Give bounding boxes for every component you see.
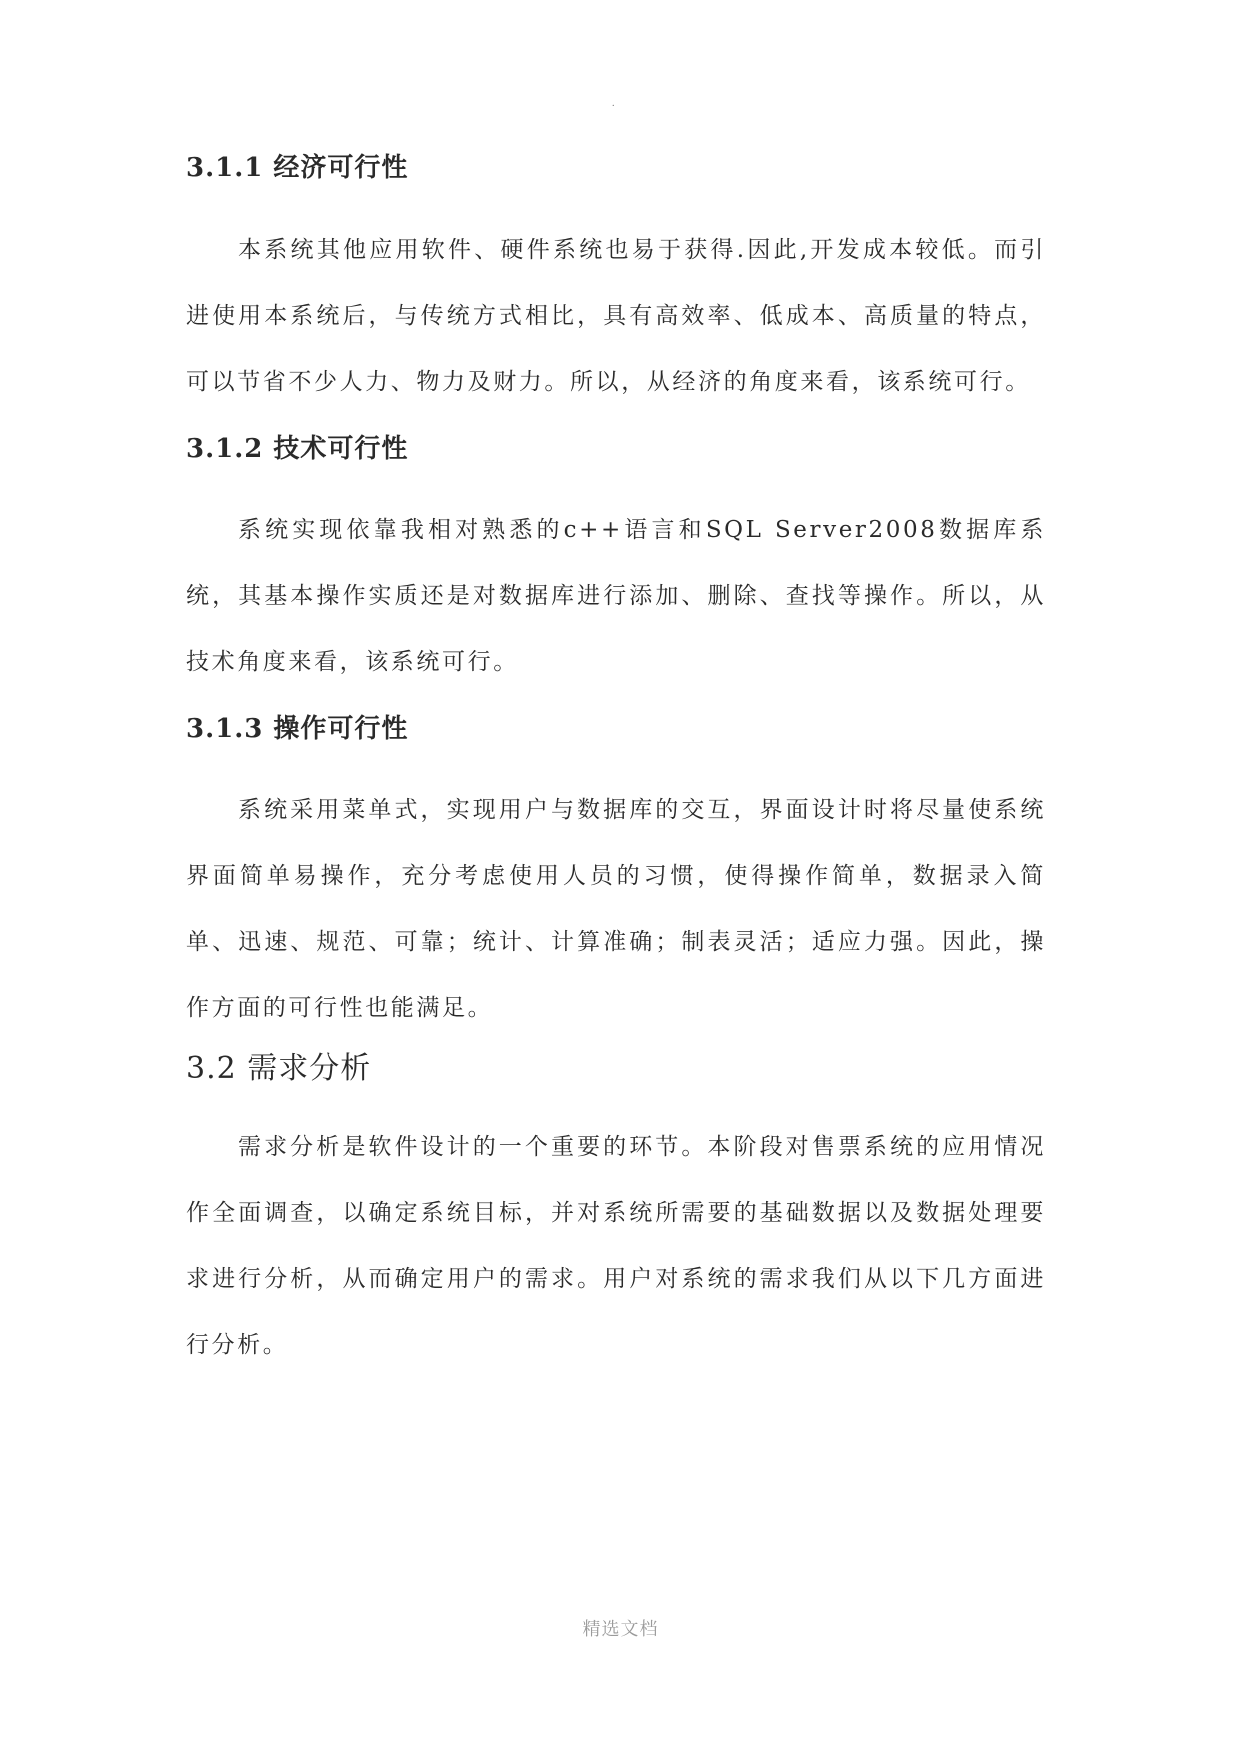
section-paragraph-requirements: 需求分析是软件设计的一个重要的环节。本阶段对售票系统的应用情况作全面调查，以确定系统目标，并对系统所需要的基础数据以及数据处理要求进行分析，从而确定用户的需求。用户对系统的需求我们从以下几方面进行分析。: [186, 1134, 1046, 1358]
header-dot: .: [612, 98, 615, 109]
section-heading-operational: 3.1.3 操作可行性: [186, 714, 409, 744]
section-paragraph-operational: 系统采用菜单式，实现用户与数据库的交互，界面设计时将尽量使系统界面简单易操作，充分考虑使用人员的习惯，使得操作简单，数据录入简单、迅速、规范、可靠；统计、计算准确；制表灵活；适应力强。因此，操作方面的可行性也能满足。: [186, 797, 1046, 1021]
section-paragraph-economic: 本系统其他应用软件、硬件系统也易于获得.因此,开发成本较低。而引进使用本系统后，与传统方式相比，具有高效率、低成本、高质量的特点，可以节省不少人力、物力及财力。所以，从经济的角度来看，该系统可行。: [186, 237, 1046, 395]
section-heading-requirements: 3.2 需求分析: [186, 1051, 372, 1086]
section-paragraph-technical: 系统实现依靠我相对熟悉的c++语言和SQL Server2008数据库系统，其基本操作实质还是对数据库进行添加、删除、查找等操作。所以，从技术角度来看，该系统可行。: [186, 517, 1046, 675]
section-heading-technical: 3.1.2 技术可行性: [186, 434, 409, 464]
section-heading-economic: 3.1.1 经济可行性: [186, 153, 409, 183]
page-footer: 精选文档: [582, 1619, 659, 1640]
